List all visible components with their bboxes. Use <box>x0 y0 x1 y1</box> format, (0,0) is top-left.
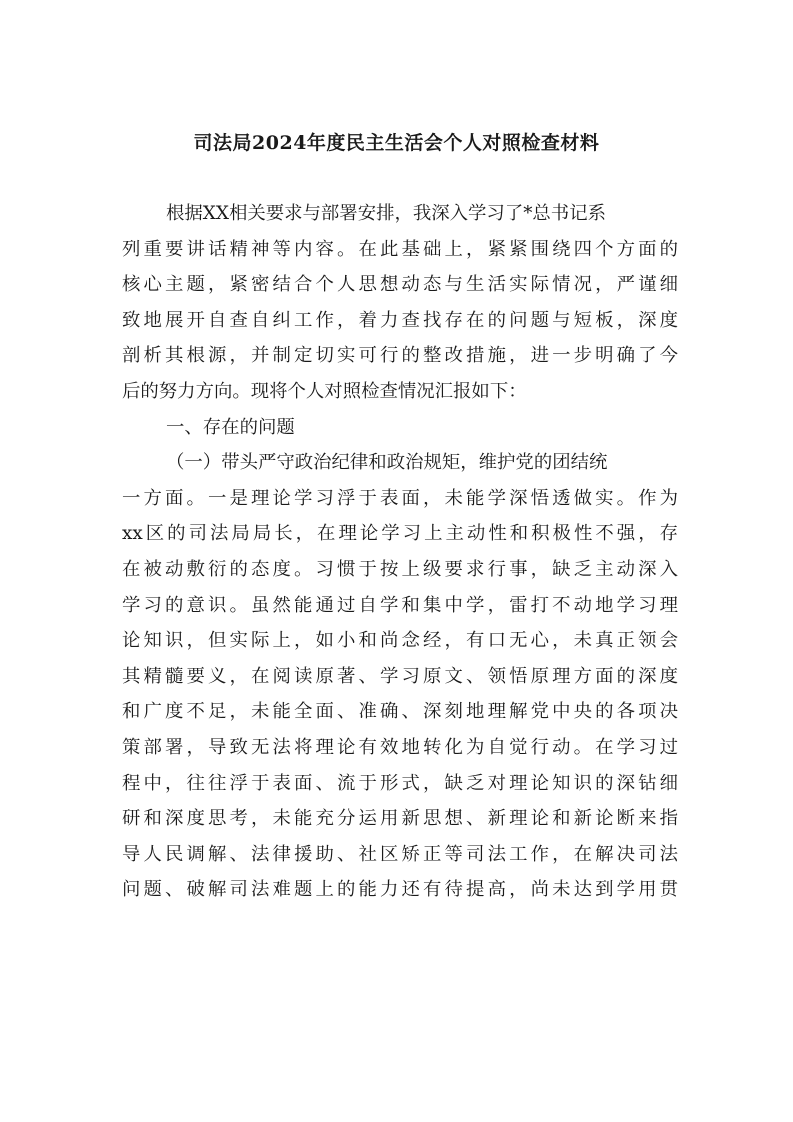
paragraph-line: xx区的司法局局长，在理论学习上主动性和积极性不强，存 <box>122 523 678 545</box>
paragraph-line: 列重要讲话精神等内容。在此基础上，紧紧围绕四个方面的 <box>122 238 678 260</box>
paragraph-line: 后的努力方向。现将个人对照检查情况汇报如下： <box>122 380 527 402</box>
section-heading: 一、存在的问题 <box>166 416 295 438</box>
paragraph-line: 一方面。一是理论学习浮于表面，未能学深悟透做实。作为 <box>122 487 678 509</box>
paragraph-line: 剖析其根源，并制定切实可行的整改措施，进一步明确了今 <box>122 345 678 367</box>
paragraph-line: 问题、破解司法难题上的能力还有待提高，尚未达到学用贯 <box>122 879 678 901</box>
paragraph-line: 学习的意识。虽然能通过自学和集中学，雷打不动地学习理 <box>122 594 678 616</box>
paragraph-line: 核心主题，紧密结合个人思想动态与生活实际情况，严谨细 <box>122 274 678 296</box>
document-body <box>122 196 678 908</box>
document-title: 司法局2024年度民主生活会个人对照检查材料 <box>193 132 600 154</box>
paragraph-line: 和广度不足，未能全面、准确、深刻地理解党中央的各项决 <box>122 701 678 723</box>
paragraph-line: 论知识，但实际上，如小和尚念经，有口无心，未真正领会 <box>122 630 678 652</box>
paragraph-line: 致地展开自查自纠工作，着力查找存在的问题与短板，深度 <box>122 309 678 331</box>
subsection-heading-line: （一）带头严守政治纪律和政治规矩，维护党的团结统 <box>166 452 608 474</box>
paragraph-line: 导人民调解、法律援助、社区矫正等司法工作，在解决司法 <box>122 843 678 865</box>
paragraph-line: 研和深度思考，未能充分运用新思想、新理论和新论断来指 <box>122 808 678 830</box>
paragraph-line: 程中，往往浮于表面、流于形式，缺乏对理论知识的深钻细 <box>122 772 678 794</box>
paragraph-line: 在被动敷衍的态度。习惯于按上级要求行事，缺乏主动深入 <box>122 558 678 580</box>
paragraph-line: 根据XX相关要求与部署安排，我深入学习了*总书记系 <box>166 203 606 224</box>
paragraph-line: 策部署，导致无法将理论有效地转化为自觉行动。在学习过 <box>122 736 678 758</box>
paragraph-line: 其精髓要义，在阅读原著、学习原文、领悟原理方面的深度 <box>122 665 678 687</box>
